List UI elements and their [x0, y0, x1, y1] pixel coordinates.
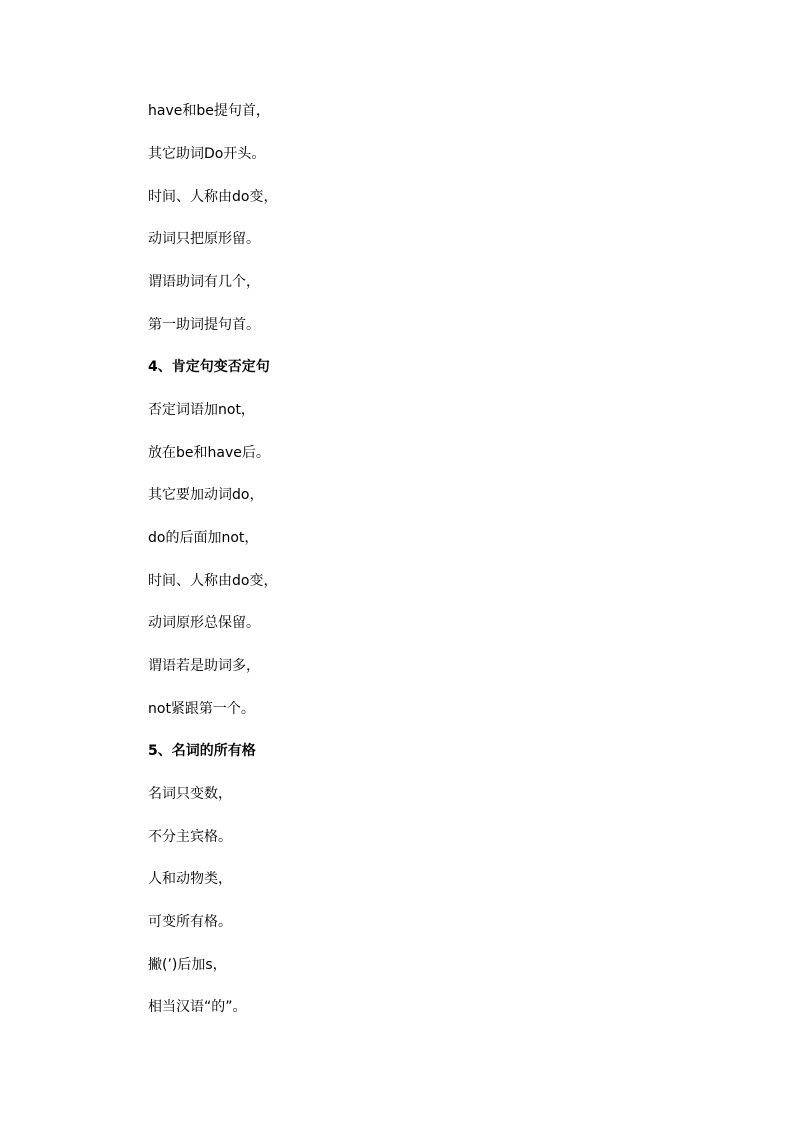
- text-line: 其它要加动词do，: [148, 487, 264, 503]
- text-line: 撇(’)后加s，: [148, 957, 227, 973]
- text-line: 谓语助词有几个，: [148, 274, 260, 290]
- text-line: 谓语若是助词多，: [148, 658, 260, 674]
- text-line: 动词只把原形留。: [148, 231, 260, 247]
- text-line: do的后面加not，: [148, 530, 259, 546]
- text-line: 不分主宾格。: [148, 829, 232, 845]
- text-line: 名词只变数，: [148, 786, 232, 802]
- text-line: 动词原形总保留。: [148, 615, 260, 631]
- text-line: 时间、人称由do变，: [148, 573, 278, 589]
- text-line: 第一助词提句首。: [148, 317, 260, 333]
- section-heading: 5、名词的所有格: [148, 743, 256, 759]
- text-line: not紧跟第一个。: [148, 701, 255, 717]
- text-line: 人和动物类，: [148, 871, 232, 887]
- text-line: 时间、人称由do变，: [148, 189, 278, 205]
- text-line: 相当汉语“的”。: [148, 999, 247, 1015]
- text-line: have和be提句首，: [148, 103, 270, 119]
- text-line: 放在be和have后。: [148, 445, 270, 461]
- text-line: 否定词语加not，: [148, 402, 255, 418]
- section-heading: 4、肯定句变否定句: [148, 359, 270, 375]
- text-line: 其它助词Do开头。: [148, 146, 266, 162]
- text-line: 可变所有格。: [148, 914, 232, 930]
